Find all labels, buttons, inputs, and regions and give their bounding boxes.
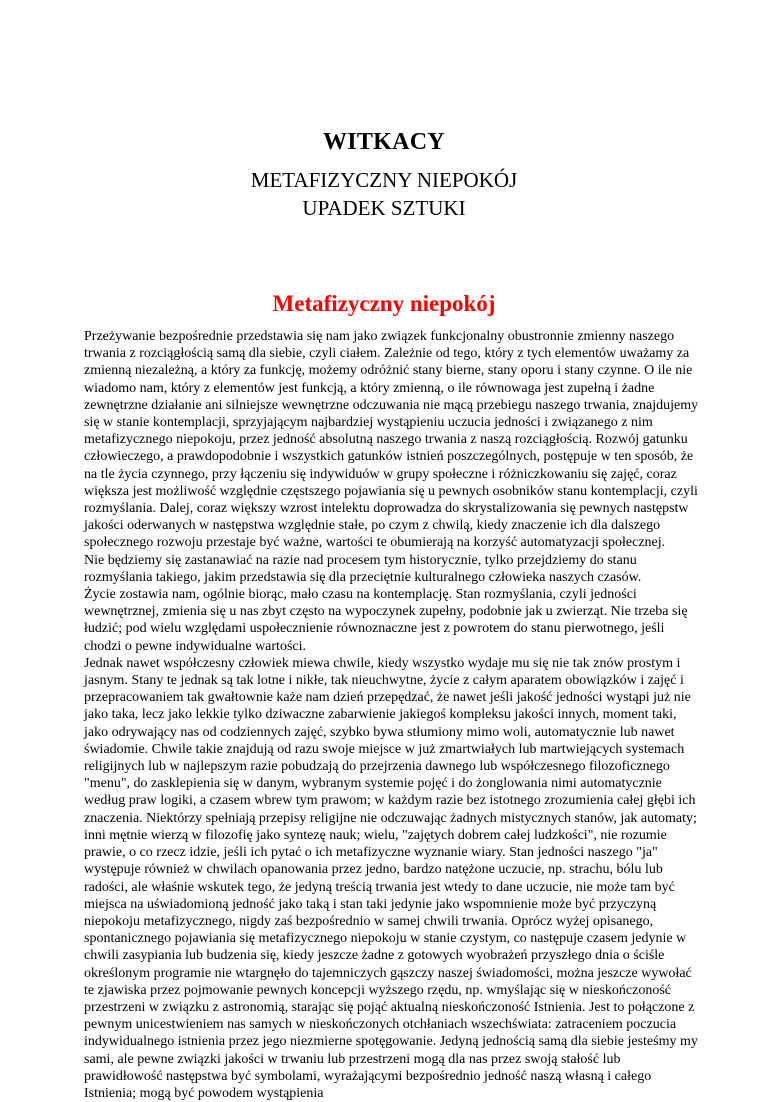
- section-heading: Metafizyczny niepokój: [272, 291, 496, 316]
- page-subtitle: [0, 166, 768, 222]
- paragraph: Nie będziemy się zastanawiać na razie nad procesem tym historycznie, tylko przejdziemy do stanu rozmyślania takiego, jakim przedstawia się dla przeciętnie kulturalnego człowieka naszych czasów.: [84, 552, 642, 585]
- paragraph: Przeżywanie bezpośrednie przedstawia się nam jako związek funkcjonalny obustronnie zmienny naszego trwania z rozciągłością samą dla siebie, czyli ciałem. Zależnie od tego, który z tych elementów uważamy za zmienną niezależną, a który za funkcję, możemy odróżnić stany bierne, stany oporu i stany czynne. O ile nie wiadomo nam, który z elementów jest funkcją, a który zmienną, o ile równowaga jest zupełną i żadne zewnętrzne działanie ani silniejsze wewnętrzne odczuwania nie mącą przebiegu naszego trwania, znajdujemy się w stanie kontemplacji, sprzyjającym najbardziej wystąpieniu uczucia jedności i związanego z nim metafizycznego niepokoju, przez jedność absolutną naszego trwania z naszą rozciągłością. Rozwój gatunku człowieczego, a prawdopodobnie i wszystkich gatunków istnień poszczególnych, postępuje w ten sposób, że na tle życia czynnego, przy łączeniu się indywiduów w grupy społeczne i różniczkowaniu się zajęć, coraz większa jest możliwość względnie częstszego pojawiania się u pewnych osobników stanu kontemplacji, czyli rozmyślania. Dalej, coraz większy wzrost intelektu doprowadza do skrystalizowania się pewnych następstw jakości oderwanych w następstwa względnie stałe, po czym z chwilą, kiedy znaczenie ich dla dalszego społecznego rozwoju przestaje być ważne, wartości te obumierają na korzyść automatyzacji społecznej.: [84, 329, 699, 551]
- section-body: [84, 328, 700, 1102]
- paragraph: Życie zostawia nam, ogólnie biorąc, mało czasu na kontemplację. Stan rozmyślania, czyli jedności wewnętrznej, zmienia się u nas zbyt często na wypoczynek zupełny, podobnie jak u zwierząt. Nie trzeba się łudzić; pod wielu względami uspołecznienie równoznaczne jest z powrotem do stanu pierwotnego, jeśli chodzi o pewne indywidualne wartości.: [84, 587, 688, 654]
- subtitle-line: UPADEK SZTUKI: [302, 196, 466, 220]
- page-title: WITKACY: [322, 129, 446, 155]
- paragraph: Jednak nawet współczesny człowiek miewa chwile, kiedy wszystko wydaje mu się nie tak znów prostym i jasnym. Stany te jednak są tak lotne i nikłe, tak nieuchwytne, życie z całym aparatem obowiązków i zajęć i przepracowaniem tak gwałtownie każe nam dzień przepędzać, że nawet jeśli jakość jedności wystąpi już nie jako taka, lecz jako lekkie tylko dziwaczne zabarwienie jakiegoś kompleksu jakości innych, moment taki, jako odrywający nas od codziennych zajęć, szybko bywa stłumiony mimo woli, automatycznie lub nawet świadomie. Chwile takie znajdują od razu swoje miejsce w już zmartwiałych lub martwiejących systemach religijnych lub w najlepszym razie pobudzają do przejrzenia dawnego lub współczesnego filozoficznego "menu", do zasklepienia się w danym, wybranym systemie pojęć i do żonglowania nimi automatycznie według praw logiki, a czasem wbrew tym prawom; w każdym razie bez istotnego zrozumienia całej głębi ich znaczenia. Niektórzy spełniają przepisy religijne nie odczuwając żadnych mistycznych stanów, jak automaty; inni mętnie wierzą w filozofię jako syntezę nauk; wielu, "zajętych dobrem całej ludzkości", nie rozumie prawie, o co rzecz idzie, jeśli ich pytać o ich metafizyczne wyznanie wiary. Stan jedności naszego "ja" występuje również w chwilach opanowania przez jedno, bardzo natężone uczucie, np. strachu, bólu lub radości, ale właśnie wskutek tego, że jedyną treścią trwania jest wtedy to dane uczucie, nie może tam być miejsca na uświadomioną jedność jako taką i stan taki jedynie jako wspomnienie może być przyczyną niepokoju metafizycznego, nigdy zaś bezpośrednio w samej chwili trwania. Oprócz wyżej opisanego, spontanicznego pojawiania się metafizycznego niepokoju w stanie czystym, co następuje czasem jedynie w chwili zasypiania lub budzenia się, kiedy jeszcze żadne z gotowych wyobrażeń przyszłego dnia o ściśle określonym programie nie wtargnęło do tajemniczych gąszczy naszej świadomości, można jeszcze wywołać te zjawiska przez pojmowanie pewnych koncepcji wyższego rzędu, np. wmyślając się w nieskończoność przestrzeni w związku z astronomią, starając się pojąć aktualną nieskończoność Istnienia. Jest to połączone z pewnym unicestwieniem nas samych w nieskończonych otchłaniach wszechświata: zatraceniem poczucia indywidualnego istnienia przez jego niezmierne spotęgowanie. Jedyną jednością samą dla siebie jesteśmy my sami, ale pewne związki jakości w trwaniu lub przestrzeni mogą dla nas przez swoją stałość lub prawidłowość następstwa być symbolami, wyrażającymi bezpośrednio jedność naszą własną i całego Istnienia; mogą być powodem wystąpienia: [84, 655, 698, 1101]
- subtitle-line: METAFIZYCZNY NIEPOKÓJ: [250, 168, 518, 192]
